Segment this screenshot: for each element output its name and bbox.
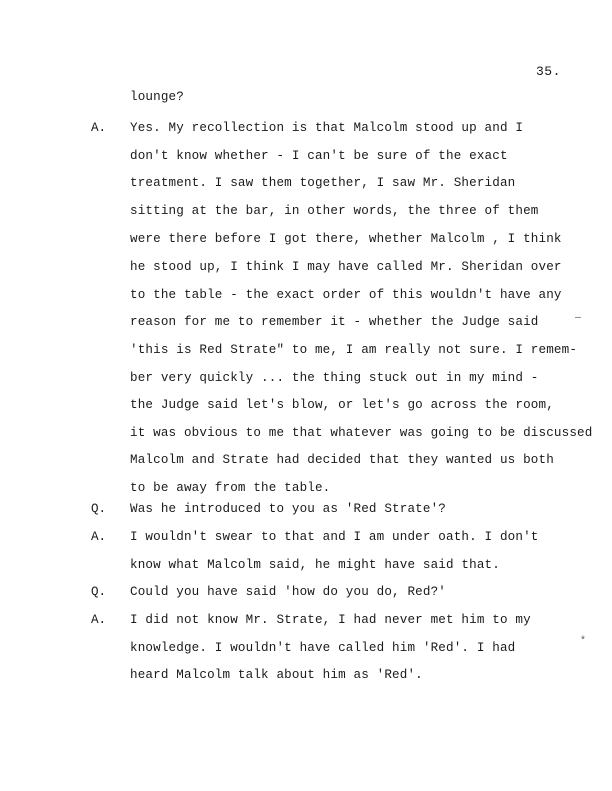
scan-mark: — xyxy=(575,313,582,324)
speaker-label: A. xyxy=(91,121,107,135)
transcript-line: I did not know Mr. Strate, I had never met him to my xyxy=(130,613,531,627)
transcript-line: I wouldn't swear to that and I am under oath. I don't xyxy=(130,530,539,544)
transcript-line: reason for me to remember it - whether the Judge said xyxy=(130,315,539,329)
scan-mark: * xyxy=(580,636,587,647)
page-number: 35. xyxy=(536,64,561,79)
speaker-label: A. xyxy=(91,613,107,627)
transcript-line: treatment. I saw them together, I saw Mr. Sheridan xyxy=(130,176,516,190)
speaker-label: Q. xyxy=(91,585,107,599)
transcript-line: knowledge. I wouldn't have called him 'Red'. I had xyxy=(130,641,516,655)
transcript-line: heard Malcolm talk about him as 'Red'. xyxy=(130,668,423,682)
transcript-line: 'this is Red Strate" to me, I am really not sure. I remem- xyxy=(130,343,578,357)
transcript-line: Malcolm and Strate had decided that they wanted us both xyxy=(130,453,554,467)
transcript-line: lounge? xyxy=(130,90,184,104)
transcript-line: Yes. My recollection is that Malcolm stood up and I xyxy=(130,121,524,135)
transcript-line: to the table - the exact order of this wouldn't have any xyxy=(130,288,562,302)
transcript-line: Could you have said 'how do you do, Red?' xyxy=(130,585,447,599)
transcript-line: he stood up, I think I may have called Mr. Sheridan over xyxy=(130,260,562,274)
speaker-label: A. xyxy=(91,530,107,544)
transcript-line: to be away from the table. xyxy=(130,481,331,495)
transcript-line: Was he introduced to you as 'Red Strate'? xyxy=(130,502,447,516)
transcript-line: don't know whether - I can't be sure of the exact xyxy=(130,149,508,163)
transcript-line: it was obvious to me that whatever was going to be discussed xyxy=(130,426,593,440)
transcript-line: were there before I got there, whether Malcolm , I think xyxy=(130,232,562,246)
transcript-line: know what Malcolm said, he might have said that. xyxy=(130,558,500,572)
transcript-line: the Judge said let's blow, or let's go across the room, xyxy=(130,398,554,412)
speaker-label: Q. xyxy=(91,502,107,516)
transcript-line: ber very quickly ... the thing stuck out in my mind - xyxy=(130,371,539,385)
transcript-line: sitting at the bar, in other words, the three of them xyxy=(130,204,539,218)
